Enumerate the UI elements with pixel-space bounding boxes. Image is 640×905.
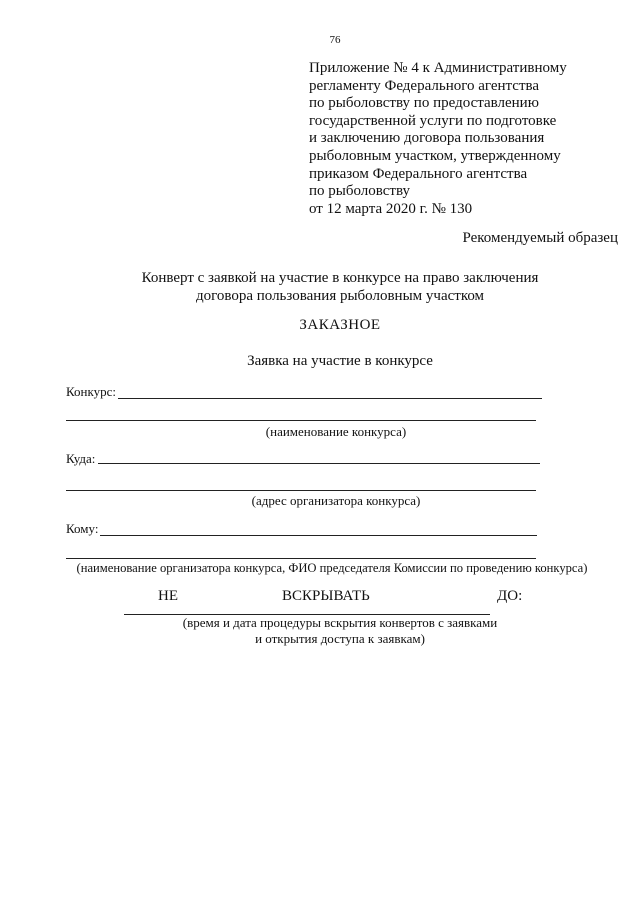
sample-label: Рекомендуемый образец: [462, 230, 618, 246]
where-fill-line: [98, 463, 540, 464]
appendix-line: по рыболовству по предоставлению: [309, 95, 539, 112]
appendix-line: по рыболовству: [309, 183, 411, 200]
appendix-reference: [309, 60, 629, 218]
application-label: Заявка на участие в конкурсе: [247, 353, 433, 369]
do-not-open-word-1: НЕ: [158, 588, 178, 604]
where-label: Куда:: [66, 451, 96, 466]
contest-label: Конкурс:: [66, 384, 116, 399]
do-not-open-word-3: ДО:: [497, 588, 523, 604]
contest-fill-line: [118, 398, 542, 399]
appendix-line: Приложение № 4 к Административному: [309, 60, 567, 76]
envelope-title-line-2: договора пользования рыболовным участком: [195, 288, 485, 304]
contest-caption: (наименование конкурса): [265, 424, 407, 439]
to-whom-fill-line: [100, 535, 537, 536]
page-number: 76: [329, 34, 341, 46]
to-whom-caption: (наименование организатора конкурса, ФИО председателя Комиссии по проведению конкурса): [76, 561, 588, 575]
appendix-line: от 12 марта 2020 г. № 130: [309, 200, 473, 217]
open-date-caption-line-1: (время и дата процедуры вскрытия конвертов с заявками: [182, 615, 498, 630]
where-caption: (адрес организатора конкурса): [251, 493, 421, 508]
appendix-line: государственной услуги по подготовке: [309, 112, 557, 129]
envelope-title: [60, 269, 620, 305]
appendix-line: рыболовным участком, утвержденному: [309, 147, 561, 164]
open-date-caption: [130, 615, 550, 647]
envelope-title-line-1: Конверт с заявкой на участие в конкурсе на право заключения: [141, 270, 539, 286]
appendix-line: регламенту Федерального агентства: [309, 77, 540, 94]
registered-label: ЗАКАЗНОЕ: [299, 317, 381, 333]
open-date-caption-line-2: и открытия доступа к заявкам): [255, 631, 425, 646]
where-fill-line-2: [66, 490, 536, 491]
to-whom-fill-line-2: [66, 558, 536, 559]
do-not-open-word-2: ВСКРЫВАТЬ: [282, 588, 370, 604]
appendix-line: и заключению договора пользования: [309, 130, 545, 147]
appendix-line: приказом Федерального агентства: [309, 165, 528, 182]
to-whom-label: Кому:: [66, 521, 99, 536]
contest-fill-line-2: [66, 420, 536, 421]
